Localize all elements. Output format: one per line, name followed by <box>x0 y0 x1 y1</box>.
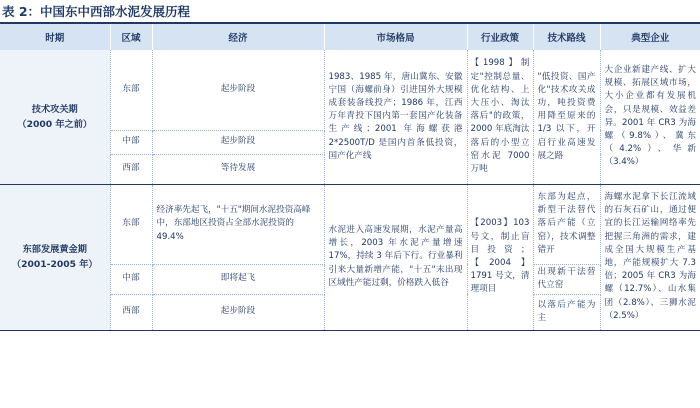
header-row <box>0 24 700 50</box>
economy-cell: 等待发展 <box>152 154 324 184</box>
enterprise-cell: 海螺水泥拿下长江流域的石灰石矿山，通过便宜的长江运输网络率先把握三角洲的需求，建成全国大规模生产基地，产能规模扩大 7.3 倍；2005 年 CR3 为海螺（12.7%）、山水集团（2.8%）、三狮水泥（2.5%） <box>600 184 700 330</box>
header-market: 市场格局 <box>324 24 467 50</box>
period-cell <box>0 184 110 330</box>
header-period: 时期 <box>0 24 110 50</box>
period-years: （2001-2005 年） <box>11 259 98 270</box>
economy-cell: 起步阶段 <box>152 50 324 130</box>
region-cell: 中部 <box>110 264 152 294</box>
period-cell <box>0 50 110 184</box>
region-cell: 西部 <box>110 294 152 330</box>
tech-cell: 以落后产能为主 <box>533 294 600 330</box>
table-title: 表 2：中国东中西部水泥发展历程 <box>2 4 191 19</box>
development-table <box>0 24 700 331</box>
economy-cell: 经济率先起飞，"十五"期间水泥投资高峰中，东部地区投资占全部水泥投资的 49.4% <box>152 184 324 264</box>
header-enterprise: 典型企业 <box>600 24 700 50</box>
region-cell: 中部 <box>110 130 152 154</box>
header-tech: 技术路线 <box>533 24 600 50</box>
enterprise-cell: 大企业新建产线、扩大规模、拓展区域市场，大小企业都有发展机会，只是规模、效益差异。2001 年 CR3 为海螺（9.8%）、冀东（4.2%）、华新（3.4%） <box>600 50 700 184</box>
economy-cell: 即将起飞 <box>152 264 324 294</box>
market-cell: 1983、1985 年，唐山冀东、安徽宁国（海螺前身）引进国外大规模成套装备线投产；1986 年，江西万年青投下国内第一套国产化装备生产线；2001 年海螺获港 2*2500T/D 是国内首条低投资，国产化产线 <box>324 50 467 184</box>
header-policy: 行业政策 <box>467 24 533 50</box>
economy-cell: 起步阶段 <box>152 294 324 330</box>
region-cell: 西部 <box>110 154 152 184</box>
header-region: 区域 <box>110 24 152 50</box>
economy-cell: 起步阶段 <box>152 130 324 154</box>
region-cell: 东部 <box>110 184 152 264</box>
policy-cell: 【2003】103 号文，制止盲目投资；【2004】1791 号文，清理项目 <box>467 184 533 330</box>
table-row <box>0 50 700 130</box>
policy-cell: 【1998】制定"控制总量、优化结构、上大压小、淘汰落后"的政策，2000 年底淘汰落后的小型立窑水泥 7000 万吨 <box>467 50 533 184</box>
market-cell: 水泥进入高速发展期，水泥产量高增长，2003 年水泥产量增速 17%，持续 3 年后下行。行业暴利引来大量新增产能，"十五"末出现区域性产能过剩，价格跌入低谷 <box>324 184 467 330</box>
region-cell: 东部 <box>110 50 152 130</box>
period-years: （2000 年之前） <box>17 118 93 130</box>
period-name: 技术攻关期 <box>31 103 78 115</box>
table-row <box>0 184 700 264</box>
tech-cell: 出现新干法替代立窑 <box>533 264 600 294</box>
header-economy: 经济 <box>152 24 324 50</box>
period-name: 东部发展黄金期 <box>22 244 87 255</box>
tech-cell: "低投资、国产化"技术攻关成功，吨投资费用降至原来的 1/3 以下，开启行业高速发展之路 <box>533 50 600 184</box>
tech-cell: 东部为起点，新型干法替代落后产能（立窑），技术调整错开 <box>533 184 600 264</box>
